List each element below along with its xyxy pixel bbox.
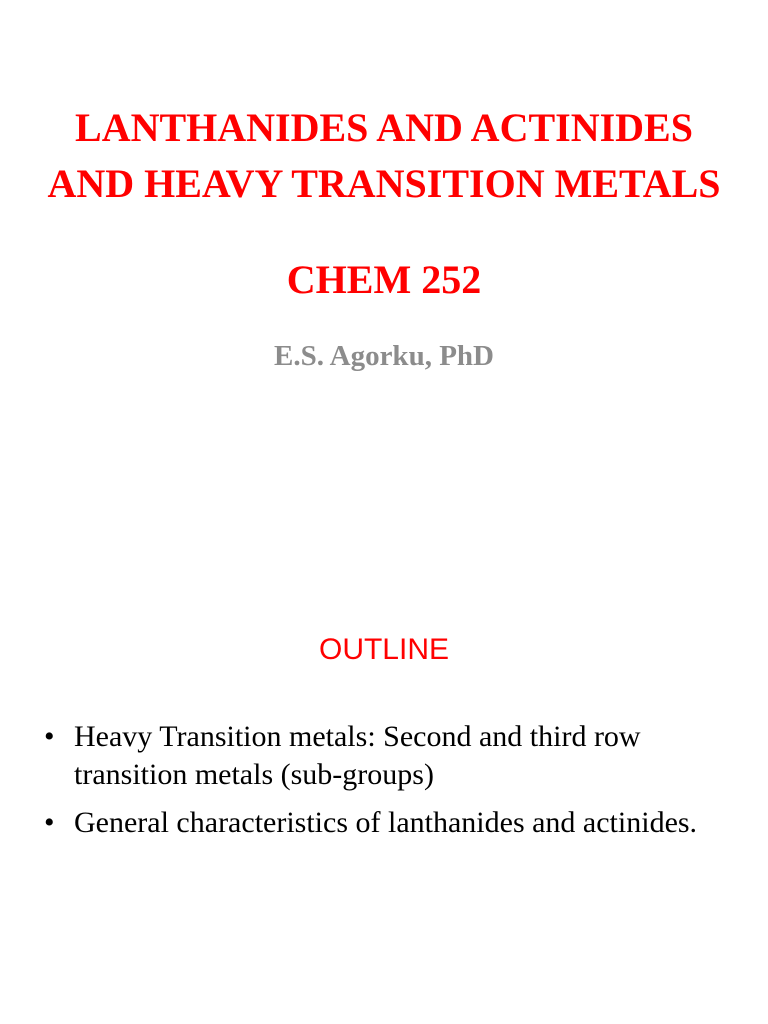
title-line-2: AND HEAVY TRANSITION METALS [47,161,721,206]
course-code: CHEM 252 [286,257,482,302]
title-line-1: LANTHANIDES AND ACTINIDES [75,105,693,150]
list-item-text: Heavy Transition metals: Second and third row transition metals (sub-groups) [74,720,641,791]
outline-heading: OUTLINE [318,633,450,666]
bullet-icon: • [44,720,55,753]
list-item [44,718,744,794]
author-name: E.S. Agorku, PhD [274,340,494,372]
slide-title [0,100,768,212]
list-item-text: General characteristics of lanthanides and actinides. [74,806,698,839]
bullet-icon: • [44,806,55,839]
outline-list [44,718,744,852]
list-item [44,804,744,842]
